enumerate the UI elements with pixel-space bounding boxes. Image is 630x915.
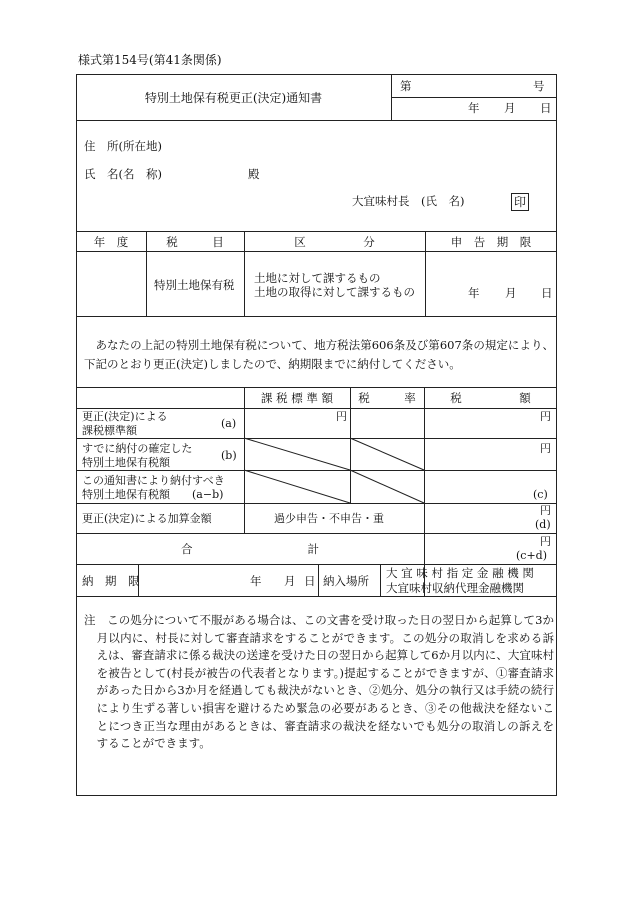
payment-place-2: 大宜味村収納代理金融機関 [386, 581, 524, 595]
notice-text: あなたの上記の特別土地保有税について、地方税法第606条及び第607条の規定により、下記のとおり更正(決定)しましたので、納期限までに納付してください。 [84, 338, 554, 371]
deadline-day: 日 [541, 286, 553, 300]
due-month: 月 [284, 574, 296, 588]
total-yen: 円 [540, 535, 551, 548]
row-b-mark: (b) [221, 449, 237, 462]
row-c-mark: (c) [533, 488, 548, 501]
seal-mark: 印 [511, 193, 529, 211]
date-day: 日 [540, 101, 552, 115]
row-a-label-2: 課税標準額 [82, 424, 137, 437]
form-number: 様式第154号(第41条関係) [78, 53, 222, 67]
row-a-base-yen: 円 [336, 410, 347, 423]
row-c-label-1: この通知書により納付すべき [82, 474, 225, 487]
header-category: 区 分 [294, 235, 375, 249]
honorific: 殿 [248, 167, 260, 181]
header-tax-amount: 税 額 [450, 391, 531, 405]
row-a-amount-yen: 円 [540, 410, 551, 423]
category-acquisition: 土地の取得に対して課するもの [254, 285, 415, 299]
total-mark: (c+d) [516, 549, 548, 562]
header-tax-base: 課 税 標 準 額 [260, 391, 334, 405]
due-day: 日 [304, 574, 316, 588]
header-tax-item: 税 目 [166, 235, 224, 249]
header-filing-deadline: 申 告 期 限 [450, 235, 532, 249]
tax-item-value: 特別土地保有税 [154, 278, 235, 292]
row-a-mark: (a) [221, 417, 237, 430]
due-date-label: 納 期 限 [82, 574, 140, 588]
address-label: 住 所(所在地) [84, 139, 162, 153]
row-d-label: 更正(決定)による加算金額 [82, 512, 212, 525]
deadline-year: 年 [468, 286, 480, 300]
issuer-label: 大宜味村長 (氏 名) [352, 194, 465, 208]
header-tax-rate: 税 率 [358, 391, 416, 405]
row-a-label-1: 更正(決定)による [82, 410, 168, 423]
row-c-label-2: 特別土地保有税額 (a−b) [82, 488, 224, 501]
total-label: 合 計 [181, 542, 319, 556]
date-month: 月 [504, 101, 516, 115]
payment-place-1: 大 宜 味 村 指 定 金 融 機 関 [386, 566, 534, 580]
name-label: 氏 名(名 称) [84, 167, 162, 181]
row-b-label-2: 特別土地保有税額 [82, 456, 170, 469]
deadline-month: 月 [505, 286, 517, 300]
number-go: 号 [533, 79, 545, 93]
due-year: 年 [250, 574, 262, 588]
date-year: 年 [468, 101, 480, 115]
row-b-amount-yen: 円 [540, 442, 551, 455]
row-b-label-1: すでに納付の確定した [82, 442, 193, 455]
document-title: 特別土地保有税更正(決定)通知書 [144, 91, 323, 105]
row-d-yen: 円 [540, 504, 551, 517]
row-d-mark: (d) [535, 518, 551, 531]
appeal-note: 注 この処分について不服がある場合は、この文書を受け取った日の翌日から起算して3か月以内に、村長に対して審査請求をすることができます。この処分の取消しを求める訴えは、審査請求に係る裁決の送達を受けた日の翌日から起算して6か月以内に、大宜味村を被告として(村長が被告の代表者となります。)提起することができますが、①審査請求があった日から3か月を経過しても裁決がないとき、②処分、処分の執行又は手続の続行により生ずる著しい損害を避けるため緊急の必要があるとき、③その他裁決を経ないことにつき正当な理由があるときは、審査請求の裁決を経ないでも処分の取消しの訴えをすることができます。 [84, 613, 554, 751]
payment-place-label: 納入場所 [323, 574, 369, 588]
header-year: 年 度 [93, 235, 129, 249]
number-dai: 第 [400, 79, 412, 93]
row-d-content: 過少申告・不申告・重 [274, 512, 384, 525]
category-land: 土地に対して課するもの [254, 271, 381, 285]
